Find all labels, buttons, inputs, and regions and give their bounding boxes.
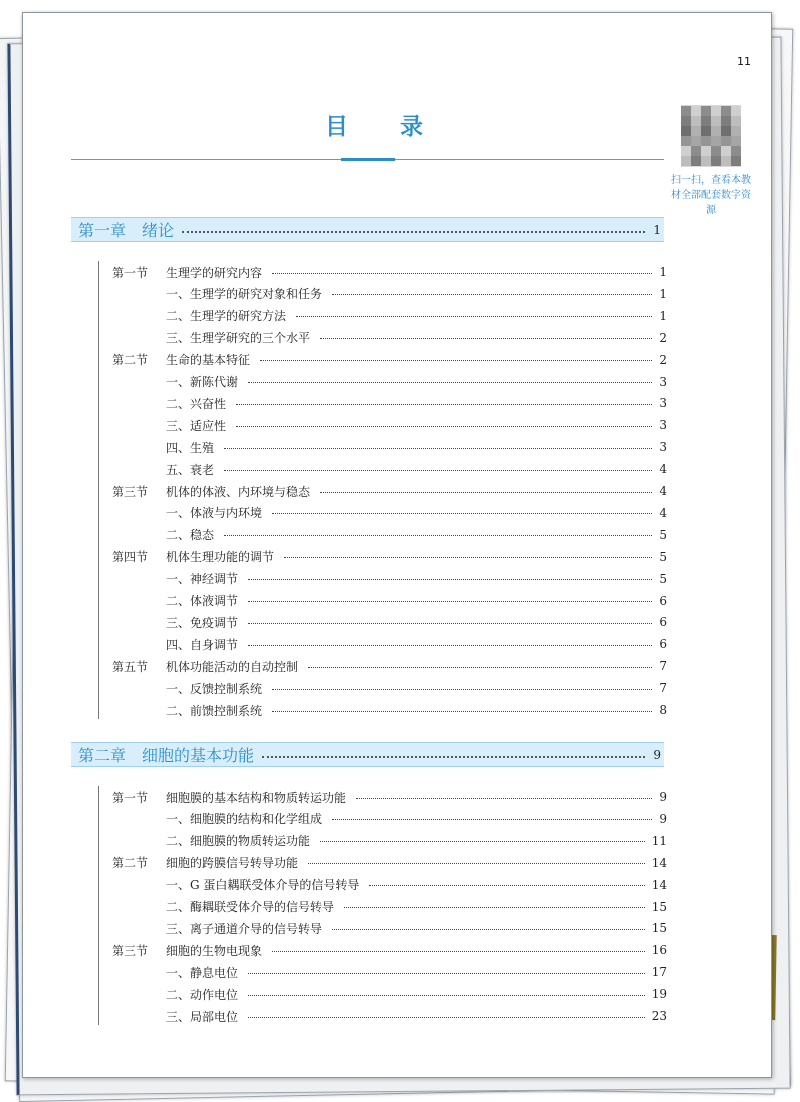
qr-module — [691, 116, 701, 126]
entry-title: 三、生理学研究的三个水平 — [166, 331, 311, 346]
section-label: 第二节 — [112, 856, 149, 871]
entry-page: 7 — [659, 681, 667, 696]
dot-leader — [260, 360, 652, 361]
entry-page: 3 — [659, 396, 667, 411]
entry-title: 细胞的跨膜信号转导功能 — [166, 856, 299, 871]
qr-module — [711, 126, 721, 136]
dot-leader — [224, 470, 652, 471]
entry-title: 四、生殖 — [166, 440, 215, 455]
dot-leader — [272, 711, 652, 712]
qr-module — [691, 146, 701, 156]
dot-leader — [248, 973, 645, 974]
entry-page: 3 — [659, 374, 667, 389]
toc-item[interactable] — [23, 329, 667, 347]
qr-module — [691, 136, 701, 146]
chapter-label: 第二章 — [78, 746, 127, 765]
entry-title: 一、生理学的研究对象和任务 — [166, 287, 323, 302]
qr-module — [681, 136, 691, 146]
entry-title: 一、细胞膜的结构和化学组成 — [166, 812, 323, 827]
toc-section[interactable] — [23, 482, 667, 500]
entry-page: 4 — [659, 505, 667, 520]
entry-title: 细胞的生物电现象 — [166, 943, 263, 958]
dot-leader — [182, 231, 645, 233]
dot-leader — [332, 929, 645, 930]
entry-page: 2 — [659, 330, 667, 345]
chapter-heading[interactable] — [71, 742, 664, 767]
chapter-page: 9 — [653, 747, 661, 762]
toc-section[interactable] — [23, 788, 667, 806]
dot-leader — [332, 294, 652, 295]
qr-module — [711, 116, 721, 126]
entry-title: 二、动作电位 — [166, 987, 239, 1002]
entry-page: 4 — [659, 462, 667, 477]
entry-page: 4 — [659, 484, 667, 498]
dot-leader — [332, 819, 652, 820]
toc-title: 目 录 — [324, 114, 445, 140]
title-rule-accent — [341, 158, 395, 161]
toc-item[interactable] — [23, 919, 667, 937]
dot-leader — [344, 907, 645, 908]
entry-title: 五、衰老 — [166, 462, 215, 477]
toc-item[interactable] — [23, 285, 667, 303]
qr-caption: 扫一扫，查看本教材全部配套数字资源 — [671, 175, 751, 216]
chapter-page: 1 — [653, 222, 661, 237]
entry-page: 6 — [659, 615, 667, 630]
dot-leader — [272, 951, 645, 952]
qr-module — [721, 156, 731, 166]
toc-item[interactable] — [23, 810, 667, 828]
qr-module — [681, 106, 691, 116]
dot-leader — [248, 645, 652, 646]
toc-item[interactable] — [23, 985, 667, 1003]
section-label: 第四节 — [112, 550, 149, 565]
entry-page: 9 — [659, 811, 667, 826]
entry-title: 二、兴奋性 — [166, 396, 227, 411]
toc-item[interactable] — [23, 613, 667, 631]
section-label: 第一节 — [112, 790, 149, 805]
qr-module — [731, 116, 741, 126]
dot-leader — [272, 689, 652, 690]
entry-title: 三、局部电位 — [166, 1009, 239, 1024]
dot-leader — [236, 404, 652, 405]
dot-leader — [320, 338, 652, 339]
toc-item[interactable] — [23, 679, 667, 697]
qr-module — [721, 146, 731, 156]
entry-page: 16 — [651, 943, 667, 958]
entry-title: 二、酶耦联受体介导的信号转导 — [166, 900, 335, 914]
entry-title: 二、生理学的研究方法 — [166, 309, 287, 324]
dot-leader — [248, 995, 645, 996]
qr-code-icon[interactable] — [681, 105, 741, 167]
dot-leader — [262, 756, 645, 758]
qr-module — [701, 116, 711, 126]
entry-page: 6 — [659, 637, 667, 652]
entry-page: 17 — [651, 965, 667, 980]
entry-page: 23 — [651, 1009, 667, 1023]
qr-module — [721, 116, 731, 126]
section-label: 第三节 — [112, 943, 149, 958]
entry-title: 一、反馈控制系统 — [166, 681, 263, 696]
entry-title: 二、体液调节 — [166, 594, 239, 608]
qr-module — [681, 116, 691, 126]
qr-module — [711, 136, 721, 146]
toc-item[interactable] — [23, 416, 667, 434]
entry-page: 5 — [659, 527, 667, 542]
qr-module — [721, 126, 731, 136]
toc-section[interactable] — [23, 548, 667, 566]
entry-page: 5 — [659, 571, 667, 586]
entry-title: 二、细胞膜的物质转运功能 — [166, 834, 311, 849]
qr-module — [711, 106, 721, 116]
dot-leader — [320, 492, 652, 493]
qr-module — [721, 106, 731, 116]
qr-module — [711, 146, 721, 156]
toc-item[interactable] — [23, 526, 667, 544]
dot-leader — [248, 623, 652, 624]
entry-title: 二、前馈控制系统 — [166, 703, 263, 718]
toc-item[interactable] — [23, 1007, 667, 1025]
entry-page: 6 — [659, 593, 667, 608]
dot-leader — [236, 426, 652, 427]
page-number: 11 — [737, 55, 751, 68]
chapter-title: 绪论 — [142, 221, 175, 240]
section-label: 第一节 — [112, 265, 149, 280]
toc-item[interactable] — [23, 701, 667, 719]
section-label: 第二节 — [112, 353, 149, 368]
entry-page: 11 — [651, 833, 667, 848]
entry-page: 3 — [659, 440, 667, 455]
entry-page: 7 — [659, 659, 667, 674]
toc-item[interactable] — [23, 438, 667, 456]
toc-item[interactable] — [23, 394, 667, 412]
entry-page: 5 — [659, 549, 667, 564]
toc-item[interactable] — [23, 570, 667, 588]
qr-module — [731, 106, 741, 116]
entry-title: 生理学的研究内容 — [166, 265, 263, 280]
entry-page: 8 — [659, 703, 667, 717]
qr-module — [681, 156, 691, 166]
qr-module — [731, 156, 741, 166]
toc-item[interactable] — [23, 373, 667, 391]
dot-leader — [224, 448, 652, 449]
section-label: 第三节 — [112, 484, 149, 499]
entry-title: 一、体液与内环境 — [166, 506, 263, 521]
entry-page: 15 — [651, 921, 667, 936]
entry-title: 机体的体液、内环境与稳态 — [166, 484, 311, 499]
qr-module — [731, 136, 741, 146]
dot-leader — [320, 841, 645, 842]
entry-page: 1 — [659, 265, 667, 279]
dot-leader — [248, 1017, 645, 1018]
qr-module — [701, 136, 711, 146]
entry-title: 三、离子通道介导的信号转导 — [166, 921, 323, 936]
toc-item[interactable] — [23, 307, 667, 325]
entry-title: 三、免疫调节 — [166, 615, 239, 630]
qr-module — [701, 146, 711, 156]
entry-title: 二、稳态 — [166, 528, 215, 543]
section-label: 第五节 — [112, 659, 149, 674]
toc-item[interactable] — [23, 898, 667, 916]
qr-module — [701, 106, 711, 116]
dot-leader — [356, 798, 652, 799]
toc-item[interactable] — [23, 832, 667, 850]
entry-page: 2 — [659, 352, 667, 367]
dot-leader — [308, 863, 645, 864]
qr-module — [731, 126, 741, 136]
entry-title: 机体功能活动的自动控制 — [166, 659, 299, 674]
entry-page: 1 — [659, 308, 667, 323]
dot-leader — [248, 601, 652, 602]
chapter-label: 第一章 — [78, 221, 127, 240]
qr-module — [681, 146, 691, 156]
qr-module — [701, 156, 711, 166]
dot-leader — [308, 667, 652, 668]
dot-leader — [284, 557, 652, 558]
qr-module — [711, 156, 721, 166]
entry-page: 14 — [651, 877, 667, 892]
dot-leader — [272, 513, 652, 514]
qr-module — [701, 126, 711, 136]
toc-item[interactable] — [23, 460, 667, 478]
entry-title: 一、G 蛋白耦联受体介导的信号转导 — [166, 878, 360, 893]
entry-page: 3 — [659, 418, 667, 433]
qr-module — [681, 126, 691, 136]
qr-module — [691, 156, 701, 166]
entry-page: 9 — [659, 790, 667, 804]
qr-module — [691, 106, 701, 116]
toc-section[interactable] — [23, 351, 667, 369]
toc-item[interactable] — [23, 635, 667, 653]
entry-title: 一、神经调节 — [166, 572, 239, 587]
toc-item[interactable] — [23, 592, 667, 610]
toc-section[interactable] — [23, 941, 667, 959]
entry-title: 生命的基本特征 — [166, 353, 251, 368]
entry-title: 一、静息电位 — [166, 965, 239, 980]
toc-section[interactable] — [23, 854, 667, 872]
toc-item[interactable] — [23, 504, 667, 522]
dot-leader — [296, 316, 652, 317]
chapter-title: 细胞的基本功能 — [142, 746, 255, 765]
dot-leader — [224, 535, 652, 536]
chapter-heading[interactable] — [71, 217, 664, 242]
dot-leader — [272, 273, 652, 274]
dot-leader — [369, 885, 644, 886]
entry-title: 一、新陈代谢 — [166, 375, 239, 389]
qr-module — [721, 136, 731, 146]
dot-leader — [248, 579, 652, 580]
toc-section[interactable] — [23, 263, 667, 281]
entry-title: 机体生理功能的调节 — [166, 550, 275, 565]
entry-page: 19 — [651, 987, 667, 1002]
entry-title: 四、自身调节 — [166, 637, 239, 652]
qr-module — [691, 126, 701, 136]
toc-page — [22, 12, 772, 1078]
toc-item[interactable] — [23, 963, 667, 981]
toc-section[interactable] — [23, 657, 667, 675]
entry-page: 14 — [651, 855, 667, 870]
entry-title: 细胞膜的基本结构和物质转运功能 — [166, 790, 347, 805]
qr-module — [731, 146, 741, 156]
toc-item[interactable] — [23, 876, 667, 894]
entry-page: 15 — [651, 899, 667, 914]
entry-page: 1 — [659, 286, 667, 301]
entry-title: 三、适应性 — [166, 418, 227, 433]
dot-leader — [248, 382, 652, 383]
